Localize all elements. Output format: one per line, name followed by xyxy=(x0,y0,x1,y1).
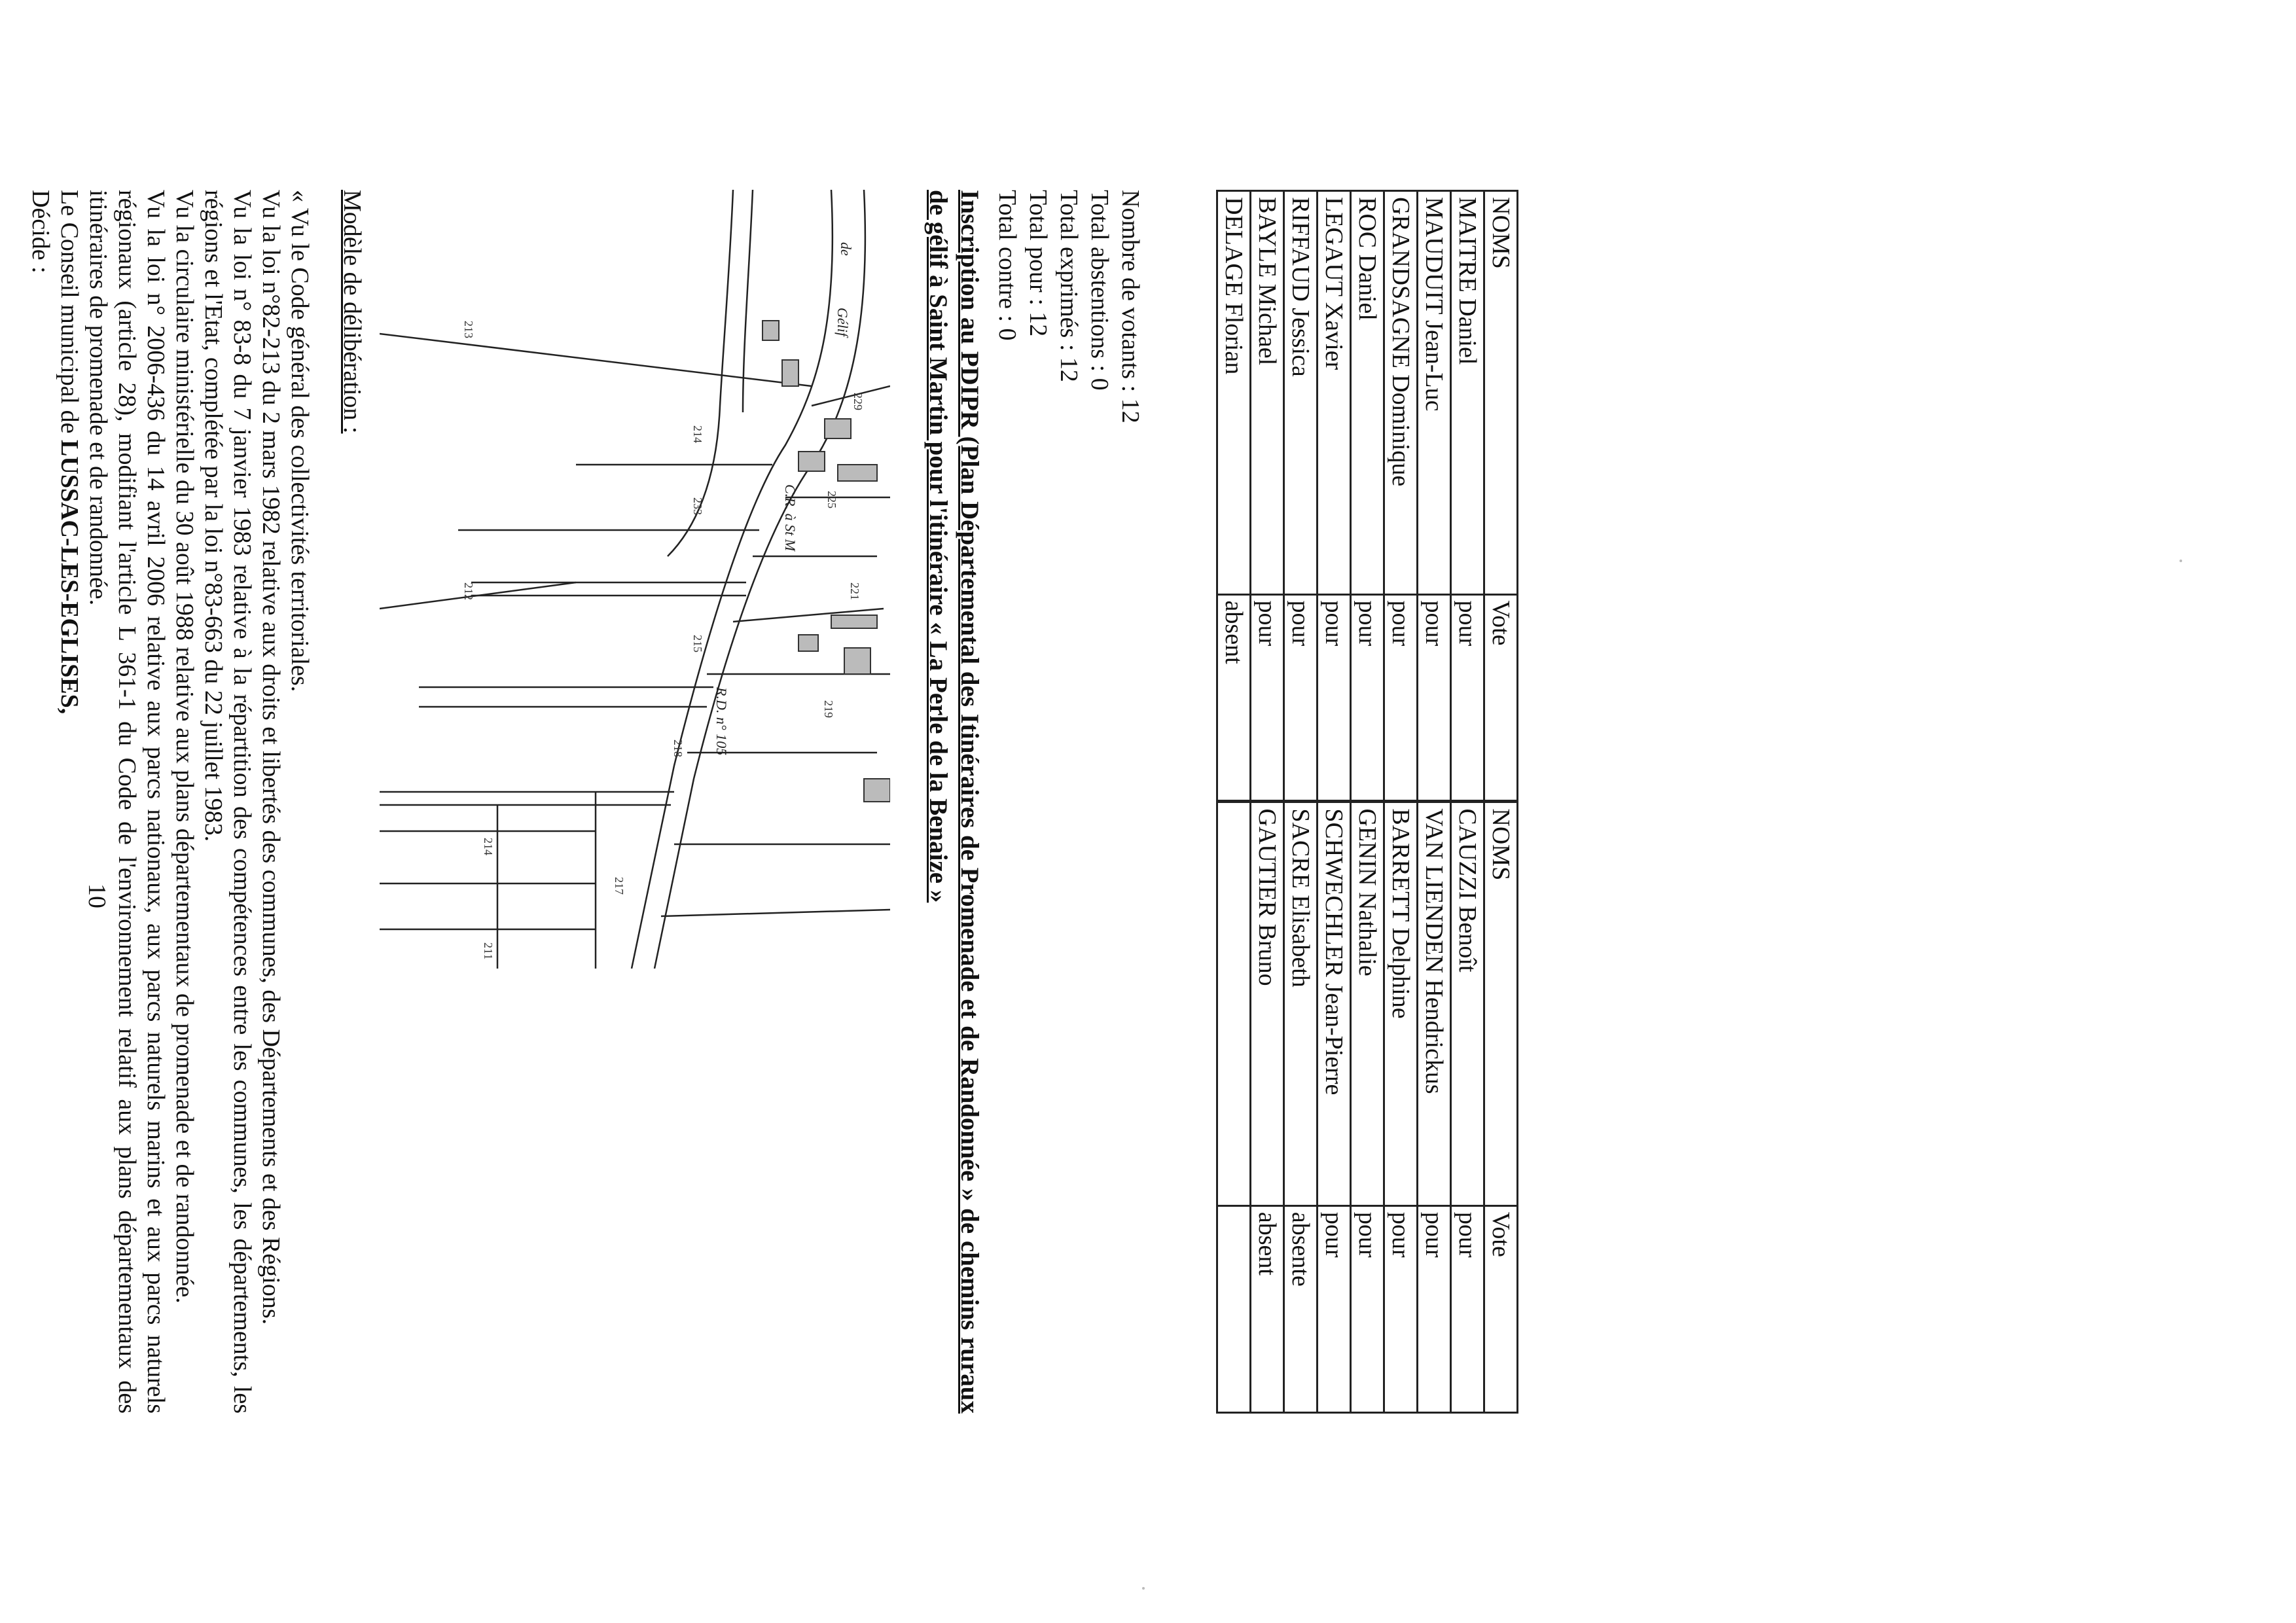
member-name-cell: VAN LIENDEN Hendrickus xyxy=(1418,802,1451,1205)
map-road-label: R.D. n° 105 xyxy=(713,687,730,756)
table-row xyxy=(1351,191,1384,1413)
member-name-cell: MAUDUIT Jean-Luc xyxy=(1418,191,1451,595)
member-name-cell: SACRE Elisabeth xyxy=(1284,802,1318,1205)
deliberation-text xyxy=(26,190,314,1414)
column-header: Vote xyxy=(1484,1205,1518,1412)
parcel-number: 218 xyxy=(672,740,685,757)
parcel-number: 219 xyxy=(822,700,835,718)
column-header: NOMS xyxy=(1484,802,1518,1205)
vote-cell: pour xyxy=(1418,1205,1451,1412)
scan-speck xyxy=(1142,1587,1145,1590)
vote-cell: pour xyxy=(1351,594,1384,802)
count-line: Total contre : 0 xyxy=(994,190,1021,341)
vote-cell: pour xyxy=(1351,1205,1384,1412)
table-row xyxy=(1451,191,1484,1413)
modele-label: Modèle de délibération : xyxy=(338,190,366,434)
vote-cell: pour xyxy=(1384,594,1418,802)
paragraph: Vu la loi n°82-213 du 2 mars 1982 relative aux droits et libertés des communes, des Départements et des Régions. xyxy=(257,190,285,1325)
parcel-number: 229 xyxy=(852,393,865,410)
map-road-label: Gélif xyxy=(834,308,851,336)
vote-cell: pour xyxy=(1318,1205,1351,1412)
vote-cell: absente xyxy=(1284,1205,1318,1412)
member-name-cell: DELAGE Florian xyxy=(1217,191,1251,595)
count-line: Total exprimés : 12 xyxy=(1055,190,1083,382)
parcel-number: 211 xyxy=(482,942,495,960)
road-edge xyxy=(632,190,833,969)
council-line xyxy=(55,190,84,1414)
vote-cell: pour xyxy=(1451,594,1484,802)
paragraph: Vu la circulaire ministérielle du 30 août 1988 relative aux plans départementaux de promenade et de randonnée. xyxy=(171,190,198,1304)
decide-line: Décide : xyxy=(27,190,54,274)
member-name-cell: RIFFAUD Jessica xyxy=(1284,191,1318,595)
member-name-cell: BARRETT Delphine xyxy=(1384,802,1418,1205)
count-line: Nombre de votants : 12 xyxy=(1117,190,1144,423)
vote-cell: absent xyxy=(1251,1205,1284,1412)
parcel-line xyxy=(661,910,890,916)
parcel-number: 221 xyxy=(848,582,861,600)
member-name-cell: GAUTIER Bruno xyxy=(1251,802,1284,1205)
table-row xyxy=(1217,191,1251,1413)
member-name-cell: ROC Daniel xyxy=(1351,191,1384,595)
road-edge xyxy=(655,190,865,969)
building xyxy=(798,635,818,651)
paragraph: Vu la loi n° 83-8 du 7 janvier 1983 relative à la répartition des compétences entre les communes, les départements, les régions et l'Etat, complétée par la loi n°83-663 du 22 juillet 1983. xyxy=(200,190,256,1414)
table-row xyxy=(1284,191,1318,1413)
member-name-cell xyxy=(1217,802,1251,1205)
building xyxy=(831,615,877,628)
column-header: Vote xyxy=(1484,594,1518,802)
council-name: LUSSAC-LES-EGLISES, xyxy=(56,440,83,715)
vote-table xyxy=(1216,190,1518,1414)
vote-cell: pour xyxy=(1251,594,1284,802)
table-header-row xyxy=(1484,191,1518,1413)
parcel-number: 214 xyxy=(482,838,495,855)
parcel-number: 212 xyxy=(462,582,475,600)
parcel-number: 217 xyxy=(613,877,626,895)
parcel-number: 214 xyxy=(691,425,704,443)
parcel-number: 215 xyxy=(691,635,704,652)
building xyxy=(838,465,877,481)
vote-cell: pour xyxy=(1384,1205,1418,1412)
member-name-cell: MAITRE Daniel xyxy=(1451,191,1484,595)
member-name-cell: GENIN Nathalie xyxy=(1351,802,1384,1205)
table-row xyxy=(1251,191,1284,1413)
parcel-number: 225 xyxy=(825,491,838,508)
table-row xyxy=(1318,191,1351,1413)
building xyxy=(798,452,825,471)
vote-cell: pour xyxy=(1418,594,1451,802)
cadastral-map-drawing xyxy=(380,190,890,969)
building xyxy=(844,648,870,674)
member-name-cell: SCHWECHLER Jean-Pierre xyxy=(1318,802,1351,1205)
map-road-label: de xyxy=(838,242,854,256)
building xyxy=(864,779,890,802)
column-header: NOMS xyxy=(1484,191,1518,595)
parcel-number: 213 xyxy=(462,321,475,338)
member-name-cell: GRANDSAGNE Dominique xyxy=(1384,191,1418,595)
rotated-content xyxy=(27,190,1518,1472)
vote-cell: pour xyxy=(1318,594,1351,802)
parcel-number: 233 xyxy=(691,497,704,515)
table-row xyxy=(1418,191,1451,1413)
parcel-line xyxy=(812,386,890,406)
council-prefix: Le Conseil municipal de xyxy=(56,190,83,440)
paragraph: Vu la loi n° 2006-436 du 14 avril 2006 relative aux parcs nationaux, aux parcs naturels marins et aux parcs naturels régionaux (article 28), modifiant l'article L 361-1 du Code de l'environnement relatif aux plans départementaux des itinéraires de promenade et de randonnée. xyxy=(84,190,170,1414)
member-name-cell: LEGAUT Xavier xyxy=(1318,191,1351,595)
member-name-cell: BAYLE Michael xyxy=(1251,191,1284,595)
count-line: Total abstentions : 0 xyxy=(1086,190,1113,391)
building xyxy=(825,419,851,438)
parcel-line xyxy=(380,334,812,386)
paragraph: « Vu le Code général des collectivités territoriales. xyxy=(286,190,314,692)
vote-cell: pour xyxy=(1284,594,1318,802)
cadastral-map xyxy=(380,190,890,969)
map-road-label: C.R. à St M xyxy=(782,484,798,552)
table-row xyxy=(1384,191,1418,1413)
vote-counts xyxy=(992,190,1145,423)
scan-speck xyxy=(2179,560,2182,562)
section-heading: Inscription au PDIPR (Plan Départemental des Itinéraires de Promenade et de Randonnée » de chemins ruraux de gélif à Saint Martin pour l'itinéraire « La Perle de la Benaize » xyxy=(924,190,984,1414)
count-line: Total pour : 12 xyxy=(1024,190,1052,337)
member-name-cell: CAUZZI Benoît xyxy=(1451,802,1484,1205)
building xyxy=(762,321,779,340)
vote-cell: pour xyxy=(1451,1205,1484,1412)
building xyxy=(782,360,798,386)
vote-cell: absent xyxy=(1217,594,1251,802)
vote-cell xyxy=(1217,1205,1251,1412)
page-number: 10 xyxy=(83,883,111,908)
